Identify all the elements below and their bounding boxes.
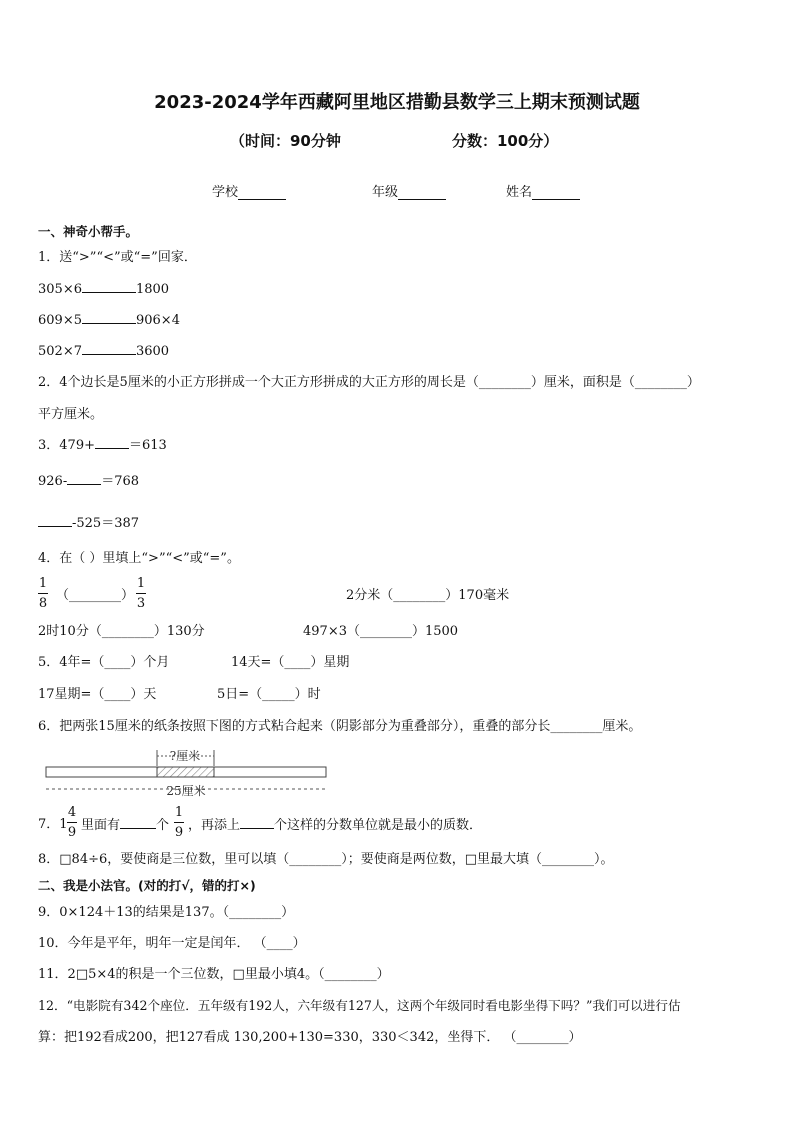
q5-row-1-right: 14天=（____）星期 — [231, 655, 350, 670]
q9: 9．0×124＋13的结果是137。（________） — [38, 905, 295, 920]
q3-a-blank[interactable] — [95, 436, 129, 449]
q4-row-1-right: 2分米（________）170毫米 — [346, 588, 510, 603]
q6-strip-diagram — [40, 744, 340, 800]
school-field — [212, 181, 286, 200]
q4-fraction-b — [136, 576, 146, 611]
q2-line-2: 平方厘米。 — [38, 407, 104, 422]
q1-row-3-right: 3600 — [135, 344, 170, 359]
q1-row-3 — [38, 342, 169, 361]
q7-fraction-1-denominator: 9 — [67, 825, 77, 840]
q7-mid-text-3: ，再添上 — [188, 818, 241, 833]
total-label: 25厘米 — [166, 784, 206, 798]
q1-row-2-right: 906×4 — [135, 313, 180, 328]
q3-b-suffix: ＝768 — [101, 474, 140, 489]
q5-row-2-left: 17星期=（____）天 — [38, 687, 157, 702]
q7-end — [188, 816, 482, 835]
exam-time: （时间：90分钟 — [230, 132, 341, 150]
q7-mid-text-1: 里面有 — [81, 818, 121, 833]
overlap-label: ?厘米 — [169, 749, 201, 763]
q4-fraction-a-numerator: 1 — [38, 576, 48, 591]
q6-stem: 6．把两张15厘米的纸条按照下图的方式粘合起来（阴影部分为重叠部分），重叠的部分长________厘米。 — [38, 719, 642, 734]
q1-row-1 — [38, 280, 169, 299]
section-2-heading: 二、我是小法官。(对的打√，错的打×) — [38, 878, 256, 893]
q7-suffix: 个这样的分数单位就是最小的质数． — [274, 818, 483, 833]
q12-line-1: 12．“电影院有342个座位．五年级有192人，六年级有127人，这两个年级同时看电影坐得下吗？”我们可以进行估 — [38, 998, 681, 1013]
q4-fraction-a-denominator: 8 — [38, 596, 48, 611]
q1-row-1-blank[interactable] — [82, 280, 136, 293]
q7-blank-1[interactable] — [120, 816, 156, 829]
q5-row-1-left: 5．4年=（____）个月 — [38, 655, 170, 670]
q3-c-suffix: -525＝387 — [72, 516, 140, 531]
q1-row-1-left: 305×6 — [38, 282, 82, 297]
q7-fraction-1-numerator: 4 — [67, 805, 77, 820]
q1-row-2 — [38, 311, 180, 330]
q4-fraction-b-numerator: 1 — [136, 576, 146, 591]
q3-a-prefix: 3．479+ — [38, 438, 95, 453]
school-label: 学校 — [212, 185, 239, 200]
page-title: 2023-2024学年西藏阿里地区措勤县数学三上期末预测试题 — [154, 92, 640, 113]
q7-fraction-2-numerator: 1 — [174, 805, 184, 820]
q4-row-2-left: 2时10分（________）130分 — [38, 624, 205, 639]
q3-a-suffix: ＝613 — [128, 438, 167, 453]
q5-row-2-right: 5日=（_____）时 — [217, 687, 321, 702]
grade-label: 年级 — [372, 185, 399, 200]
q3-c-blank[interactable] — [38, 514, 72, 527]
q7-fraction-2 — [174, 805, 184, 840]
q4-fraction-b-denominator: 3 — [136, 596, 146, 611]
overlap-region — [157, 767, 214, 777]
q4-row-2-right: 497×3（________）1500 — [303, 624, 459, 639]
q1-row-3-left: 502×7 — [38, 344, 82, 359]
q7-blank-2[interactable] — [240, 816, 274, 829]
name-field — [506, 181, 580, 200]
q7-middle — [81, 816, 169, 835]
q4-stem: 4．在（ ）里填上“>”“<”或“=”。 — [38, 551, 240, 566]
q3-b — [38, 472, 139, 491]
q1-row-3-blank[interactable] — [82, 342, 136, 355]
q7-mid-text-2: 个 — [156, 818, 170, 833]
q3-b-blank[interactable] — [67, 472, 101, 485]
q8: 8．□84÷6，要使商是三位数，里可以填（________）；要使商是两位数，□里最大填（________）。 — [38, 852, 614, 867]
q7-fraction-2-denominator: 9 — [174, 825, 184, 840]
q4-fraction-a — [38, 576, 48, 611]
q1-row-2-left: 609×5 — [38, 313, 82, 328]
q1-stem: 1．送“>”“<”或“=”回家． — [38, 250, 197, 265]
q2-line-1: 2．4个边长是5厘米的小正方形拼成一个大正方形拼成的大正方形的周长是（________）厘米，面积是（________） — [38, 375, 700, 390]
grade-blank[interactable] — [398, 187, 446, 200]
q12-line-2: 算：把192看成200，把127看成 130,200+130=330，330＜342，坐得下． （________） — [38, 1030, 582, 1045]
q10: 10．今年是平年，明年一定是闰年． （____） — [38, 936, 306, 951]
q1-row-2-blank[interactable] — [82, 311, 136, 324]
q1-row-1-right: 1800 — [135, 282, 170, 297]
q7-prefix: 7．1 — [38, 817, 68, 832]
q3-a — [38, 436, 167, 455]
exam-score: 分数：100分） — [452, 132, 559, 150]
q11: 11．2□5×4的积是一个三位数，□里最小填4。（________） — [38, 967, 390, 982]
grade-field — [372, 181, 446, 200]
overlap-dimension — [157, 748, 214, 766]
section-1-heading: 一、神奇小帮手。 — [38, 224, 139, 239]
school-blank[interactable] — [238, 187, 286, 200]
q3-b-prefix: 926- — [38, 474, 68, 489]
q4-compare-blank-1[interactable]: （________） — [56, 588, 135, 603]
q7-fraction-1 — [67, 805, 77, 840]
name-blank[interactable] — [532, 187, 580, 200]
name-label: 姓名 — [506, 185, 533, 200]
q3-c — [38, 514, 139, 533]
